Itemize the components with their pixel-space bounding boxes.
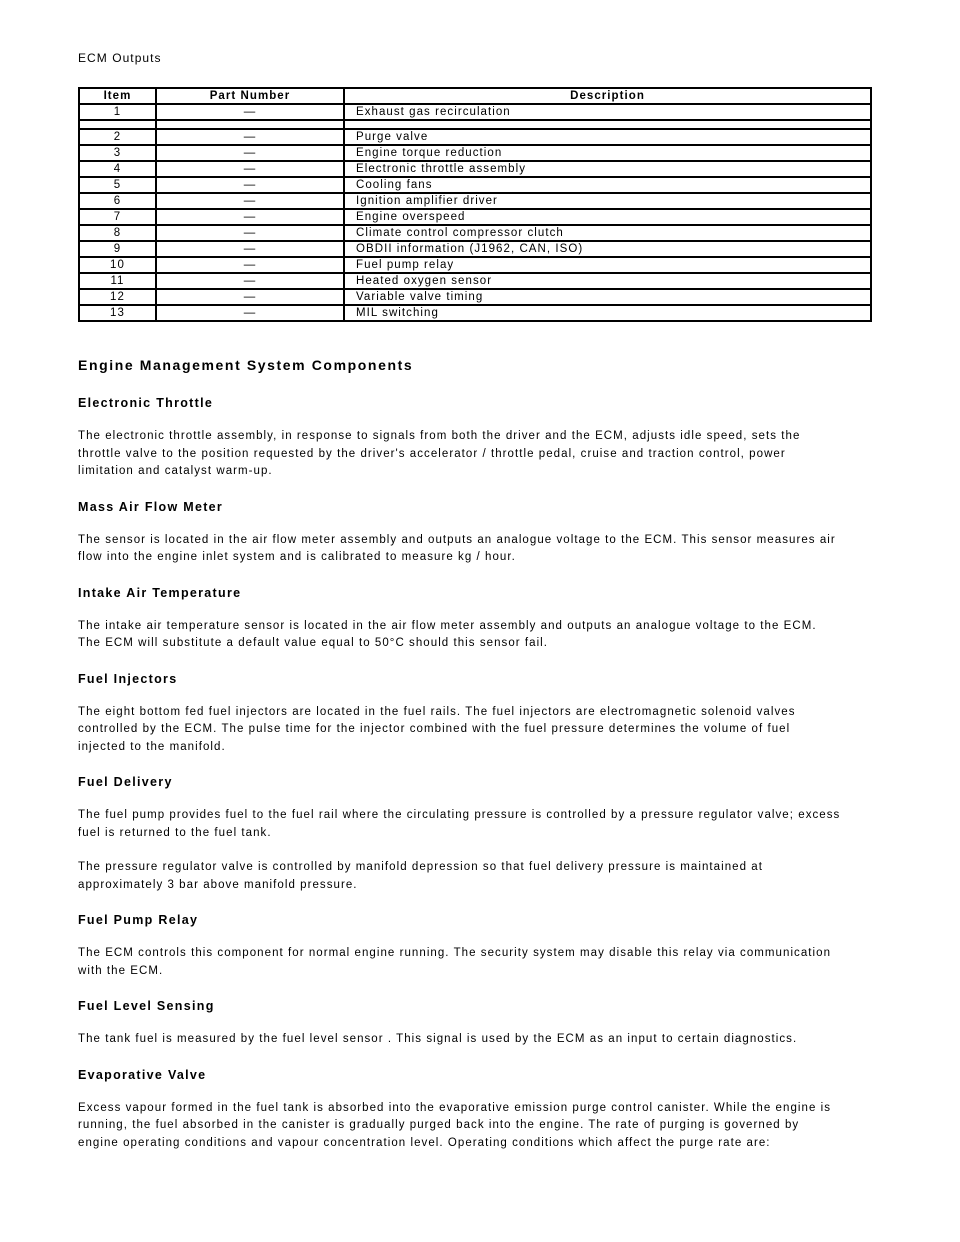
part-number-cell: — bbox=[156, 305, 344, 321]
section-title: ECM Outputs bbox=[78, 51, 162, 65]
part-number-cell: — bbox=[156, 289, 344, 305]
description-cell: Variable valve timing bbox=[344, 289, 871, 305]
paragraph-line: limitation and catalyst warm-up. bbox=[78, 465, 273, 477]
table-row bbox=[79, 177, 871, 193]
table-body bbox=[79, 104, 871, 321]
description-cell: OBDII information (J1962, CAN, ISO) bbox=[344, 241, 871, 257]
part-number-cell: — bbox=[156, 273, 344, 289]
table-row bbox=[79, 209, 871, 225]
part-number-cell: — bbox=[156, 104, 344, 120]
part-number-cell: — bbox=[156, 257, 344, 273]
paragraph-line: running, the fuel absorbed in the canister is gradually purged back into the engine. The rate of purging is governed by bbox=[78, 1119, 800, 1131]
table-row bbox=[79, 257, 871, 273]
column-header-part-number: Part Number bbox=[156, 88, 344, 104]
spacer-cell bbox=[156, 120, 344, 129]
paragraph-line: controlled by the ECM. The pulse time for the injector combined with the fuel pressure determines the volume of fuel bbox=[78, 723, 791, 735]
table-row bbox=[79, 104, 871, 120]
item-cell: 1 bbox=[79, 104, 156, 120]
description-cell: Climate control compressor clutch bbox=[344, 225, 871, 241]
table-header-row bbox=[79, 88, 871, 104]
section-heading: Evaporative Valve bbox=[78, 1067, 207, 1082]
main-heading: Engine Management System Components bbox=[78, 357, 414, 373]
part-number-cell: — bbox=[156, 209, 344, 225]
description-cell: Purge valve bbox=[344, 129, 871, 145]
paragraph-line: The ECM will substitute a default value equal to 50°C should this sensor fail. bbox=[78, 637, 549, 649]
paragraph-line: with the ECM. bbox=[78, 964, 164, 977]
part-number-cell: — bbox=[156, 177, 344, 193]
column-header-description: Description bbox=[344, 88, 871, 104]
item-cell: 7 bbox=[79, 209, 156, 225]
spacer-cell bbox=[79, 120, 156, 129]
description-cell: Heated oxygen sensor bbox=[344, 273, 871, 289]
item-cell: 11 bbox=[79, 273, 156, 289]
body-paragraph bbox=[78, 532, 870, 567]
description-cell: Fuel pump relay bbox=[344, 257, 871, 273]
section-heading: Electronic Throttle bbox=[78, 396, 214, 410]
table-row bbox=[79, 241, 871, 257]
part-number-cell: — bbox=[156, 193, 344, 209]
description-cell: Engine overspeed bbox=[344, 209, 871, 225]
paragraph-line: approximately 3 bar above manifold pressure. bbox=[78, 878, 358, 891]
components-content bbox=[78, 355, 870, 1152]
item-cell: 9 bbox=[79, 241, 156, 257]
part-number-cell: — bbox=[156, 161, 344, 177]
spacer-cell bbox=[344, 120, 871, 129]
part-number-cell: — bbox=[156, 145, 344, 161]
item-cell: 10 bbox=[79, 257, 156, 273]
section-heading: Mass Air Flow Meter bbox=[78, 499, 224, 514]
table-row bbox=[79, 129, 871, 145]
column-header-item: Item bbox=[79, 88, 156, 104]
paragraph-line: The fuel pump provides fuel to the fuel rail where the circulating pressure is controlled by a pressure regulator valve; excess bbox=[78, 809, 841, 821]
table-row bbox=[79, 305, 871, 321]
item-cell: 5 bbox=[79, 177, 156, 193]
description-cell: Exhaust gas recirculation bbox=[344, 104, 871, 120]
item-cell: 4 bbox=[79, 161, 156, 177]
section-heading: Fuel Delivery bbox=[78, 775, 173, 789]
part-number-cell: — bbox=[156, 129, 344, 145]
item-cell: 6 bbox=[79, 193, 156, 209]
table-row bbox=[79, 193, 871, 209]
description-cell: Ignition amplifier driver bbox=[344, 193, 871, 209]
item-cell: 12 bbox=[79, 289, 156, 305]
paragraph-line: The sensor is located in the air flow meter assembly and outputs an analogue voltage to the ECM. This sensor measures air bbox=[78, 533, 836, 546]
paragraph-line: engine operating conditions and vapour concentration level. Operating conditions which affect the purge rate are: bbox=[78, 1136, 771, 1149]
paragraph-line: The pressure regulator valve is controlled by manifold depression so that fuel delivery pressure is maintained at bbox=[78, 861, 763, 873]
paragraph-line: injected to the manifold. bbox=[78, 740, 226, 753]
table-row-spacer bbox=[79, 120, 871, 129]
description-cell: Engine torque reduction bbox=[344, 145, 871, 161]
description-cell: MIL switching bbox=[344, 305, 871, 321]
section-heading: Fuel Level Sensing bbox=[78, 999, 215, 1013]
section-heading: Fuel Injectors bbox=[78, 671, 178, 686]
body-paragraph bbox=[78, 807, 870, 842]
table-row bbox=[79, 273, 871, 289]
section-heading: Intake Air Temperature bbox=[78, 585, 242, 600]
paragraph-line: The intake air temperature sensor is located in the air flow meter assembly and outputs an analogue voltage to the ECM. bbox=[78, 619, 817, 632]
body-paragraph bbox=[78, 618, 870, 653]
item-cell: 3 bbox=[79, 145, 156, 161]
table-row bbox=[79, 161, 871, 177]
body-paragraph bbox=[78, 704, 870, 757]
paragraph-line: throttle valve to the position requested by the driver's accelerator / throttle pedal, cruise and traction control, power bbox=[78, 447, 786, 460]
paragraph-line: flow into the engine inlet system and is calibrated to measure kg / hour. bbox=[78, 551, 516, 563]
body-paragraph bbox=[78, 1031, 870, 1049]
table-row bbox=[79, 145, 871, 161]
item-cell: 8 bbox=[79, 225, 156, 241]
body-paragraph bbox=[78, 859, 870, 894]
ecm-outputs-table bbox=[78, 87, 872, 322]
section-heading: Fuel Pump Relay bbox=[78, 913, 199, 927]
description-cell: Electronic throttle assembly bbox=[344, 161, 871, 177]
item-cell: 13 bbox=[79, 305, 156, 321]
body-paragraph bbox=[78, 428, 870, 481]
paragraph-line: Excess vapour formed in the fuel tank is absorbed into the evaporative emission purge control canister. While the engine is bbox=[78, 1101, 832, 1114]
paragraph-line: The ECM controls this component for normal engine running. The security system may disable this relay via communication bbox=[78, 947, 832, 959]
table-row bbox=[79, 225, 871, 241]
part-number-cell: — bbox=[156, 241, 344, 257]
part-number-cell: — bbox=[156, 225, 344, 241]
paragraph-line: The eight bottom fed fuel injectors are located in the fuel rails. The fuel injectors are electromagnetic solenoid valves bbox=[78, 705, 796, 718]
body-paragraph bbox=[78, 1100, 870, 1153]
item-cell: 2 bbox=[79, 129, 156, 145]
table-row bbox=[79, 289, 871, 305]
body-paragraph bbox=[78, 945, 870, 980]
description-cell: Cooling fans bbox=[344, 177, 871, 193]
paragraph-line: fuel is returned to the fuel tank. bbox=[78, 826, 272, 839]
paragraph-line: The electronic throttle assembly, in response to signals from both the driver and the ECM, adjusts idle speed, sets the bbox=[78, 430, 801, 442]
paragraph-line: The tank fuel is measured by the fuel level sensor . This signal is used by the ECM as an input to certain diagnostics. bbox=[78, 1033, 798, 1045]
